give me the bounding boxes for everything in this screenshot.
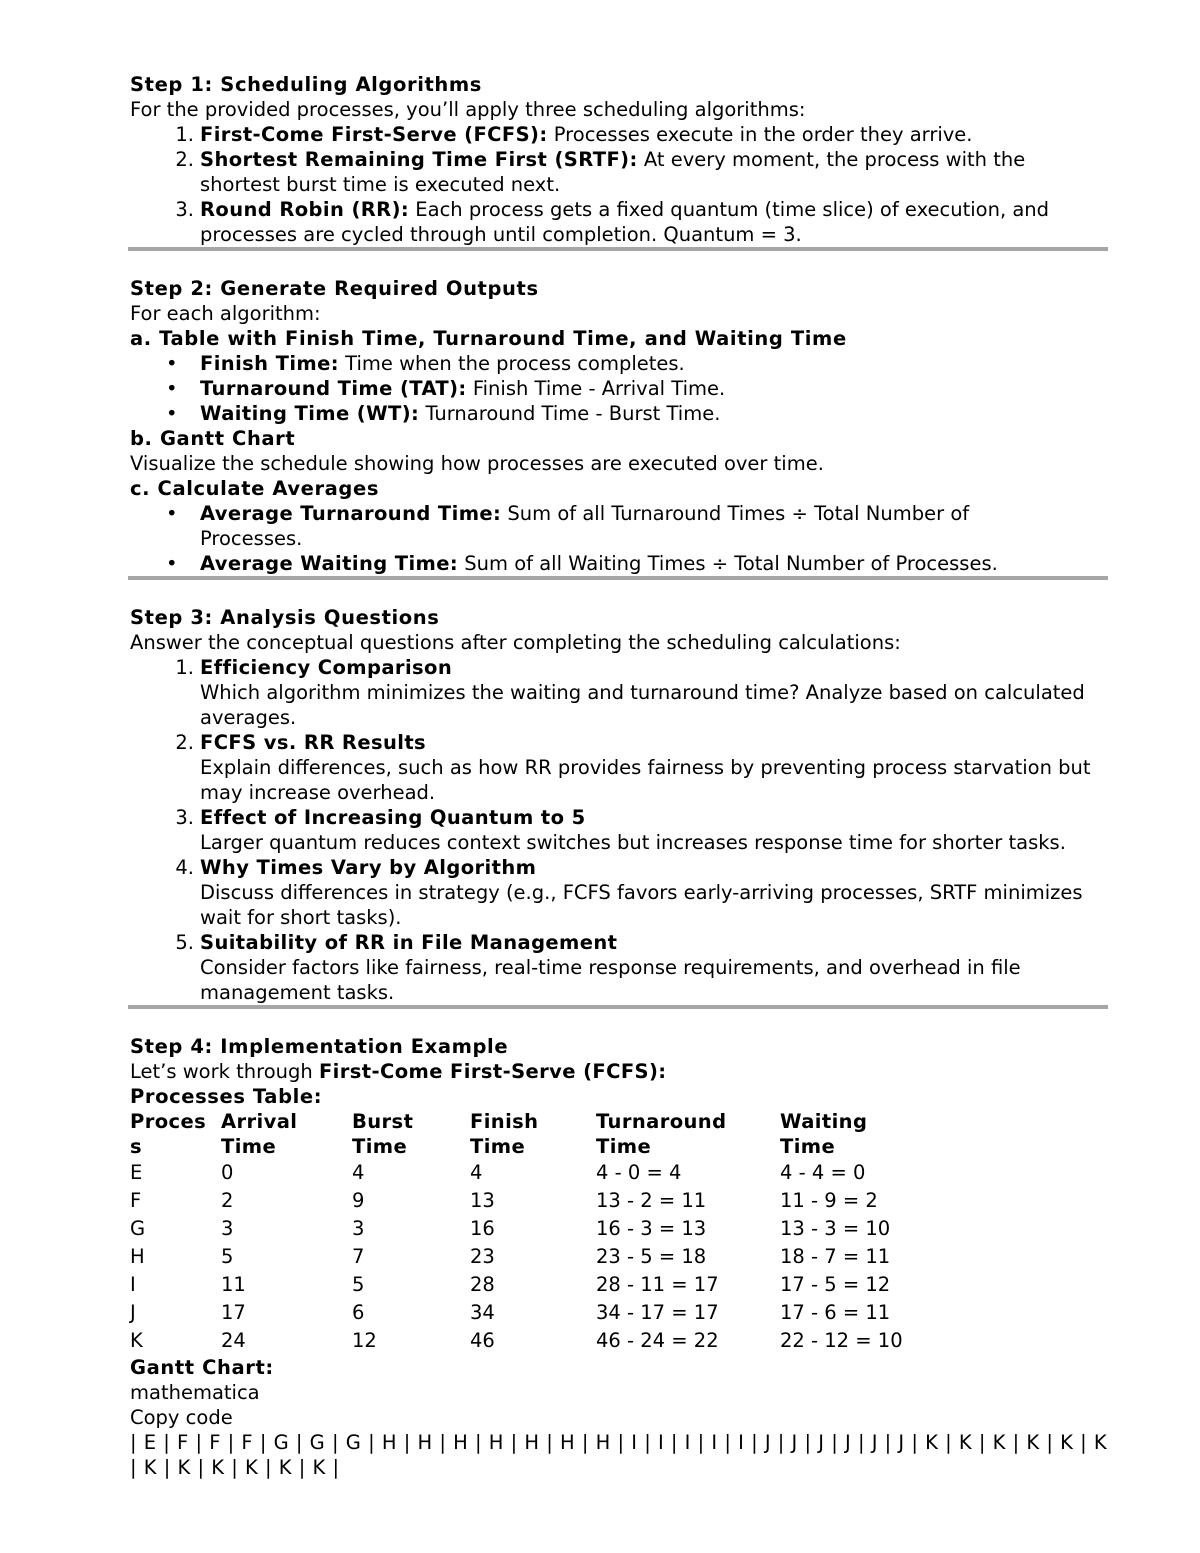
bullet-icon: • — [166, 552, 178, 575]
list-item — [130, 122, 1108, 147]
algorithm-text: At every moment, the process with the shortest burst time is executed next. — [200, 148, 1026, 196]
table-cell: 3 — [352, 1217, 365, 1240]
list-item — [130, 197, 1108, 247]
list-item — [130, 805, 1108, 855]
list-item — [130, 855, 1108, 930]
definition-term: Finish Time: — [200, 352, 339, 375]
step3-intro: Answer the conceptual questions after completing the scheduling calculations: — [130, 631, 901, 654]
average-text: Sum of all Waiting Times ÷ Total Number of Processes. — [458, 552, 998, 575]
bullet-icon: • — [166, 502, 178, 525]
table-row — [130, 1159, 980, 1187]
table-cell: E — [130, 1161, 143, 1184]
list-number: 3. — [175, 198, 194, 221]
list-number: 2. — [175, 148, 194, 171]
table-cell: 34 — [470, 1301, 495, 1324]
table-cell: 22 - 12 = 10 — [780, 1329, 903, 1352]
copy-code-label: Copy code — [130, 1406, 233, 1429]
list-number: 3. — [175, 806, 194, 829]
table-cell: 6 — [352, 1301, 365, 1324]
intro-prefix: Let’s work through — [130, 1060, 319, 1083]
gantt-description: Visualize the schedule showing how processes are executed over time. — [130, 452, 824, 475]
bullet-icon: • — [166, 402, 178, 425]
list-item — [130, 655, 1108, 730]
question-title: Effect of Increasing Quantum to 5 — [200, 806, 586, 829]
algorithm-term: Round Robin (RR): — [200, 198, 410, 221]
table-row — [130, 1271, 980, 1299]
list-item — [130, 401, 1108, 426]
table-cell: 9 — [352, 1189, 365, 1212]
list-number: 4. — [175, 856, 194, 879]
question-text: Discuss differences in strategy (e.g., FCFS favors early-arriving processes, SRTF minimizes wait for short tasks). — [200, 881, 1083, 929]
bullet-icon: • — [166, 352, 178, 375]
list-item — [130, 376, 1108, 401]
intro-algorithm: First-Come First-Serve (FCFS): — [318, 1060, 667, 1083]
table-cell: 24 — [221, 1329, 246, 1352]
table-cell: 12 — [352, 1329, 377, 1352]
questions-list — [130, 655, 1108, 1005]
table-cell: K — [130, 1329, 143, 1352]
column-header: Turnaround Time — [596, 1110, 727, 1158]
table-cell: 17 - 5 = 12 — [780, 1273, 891, 1296]
table-cell: 16 — [470, 1217, 495, 1240]
average-text: Sum of all Turnaround Times ÷ Total Number of Processes. — [200, 502, 970, 550]
gantt-chart-text: | E | F | F | F | G | G | G | H | H | H | H | H | H | H | I | I | I | I | I | J | J | J | J | J | J | K | K | K | K | K | K | K | K | K | K | K | K | — [130, 1431, 1107, 1479]
column-header: Burst Time — [352, 1110, 414, 1158]
question-title: Efficiency Comparison — [200, 656, 453, 679]
step1-heading: Step 1: Scheduling Algorithms — [130, 73, 483, 96]
definition-term: Turnaround Time (TAT): — [200, 377, 467, 400]
algorithm-text: Each process gets a fixed quantum (time slice) of execution, and processes are cycled through until completion. Quantum = 3. — [200, 198, 1050, 246]
table-cell: 7 — [352, 1245, 365, 1268]
list-item — [130, 930, 1108, 1005]
table-cell: 13 - 3 = 10 — [780, 1217, 891, 1240]
table-cell: 4 — [470, 1161, 483, 1184]
question-text: Explain differences, such as how RR provides fairness by preventing process starvation but may increase overhead. — [200, 756, 1091, 804]
list-number: 1. — [175, 123, 194, 146]
table-cell: 28 — [470, 1273, 495, 1296]
question-text: Larger quantum reduces context switches but increases response time for shorter tasks. — [200, 831, 1066, 854]
table-cell: 17 - 6 = 11 — [780, 1301, 891, 1324]
table-cell: 28 - 11 = 17 — [596, 1273, 719, 1296]
gantt-title: Gantt Chart: — [130, 1356, 274, 1379]
list-item — [130, 730, 1108, 805]
question-title: Why Times Vary by Algorithm — [200, 856, 537, 879]
definition-text: Time when the process completes. — [338, 352, 685, 375]
processes-table — [130, 1109, 980, 1355]
subheading-b: b. Gantt Chart — [130, 427, 296, 450]
subheading-a: a. Table with Finish Time, Turnaround Time, and Waiting Time — [130, 327, 847, 350]
table-cell: J — [130, 1301, 136, 1324]
table-cell: F — [130, 1189, 142, 1212]
question-text: Consider factors like fairness, real-time response requirements, and overhead in file management tasks. — [200, 956, 1021, 1004]
subheading-c: c. Calculate Averages — [130, 477, 380, 500]
question-text: Which algorithm minimizes the waiting and turnaround time? Analyze based on calculated averages. — [200, 681, 1085, 729]
table-cell: 18 - 7 = 11 — [780, 1245, 891, 1268]
algorithm-term: First-Come First-Serve (FCFS): — [200, 123, 548, 146]
list-number: 2. — [175, 731, 194, 754]
list-item — [130, 551, 1108, 576]
table-row — [130, 1327, 980, 1355]
table-cell: 23 — [470, 1245, 495, 1268]
table-cell: 5 — [352, 1273, 365, 1296]
table-cell: 46 — [470, 1329, 495, 1352]
step4-heading: Step 4: Implementation Example — [130, 1035, 509, 1058]
table-cell: I — [130, 1273, 136, 1296]
step2-section — [130, 276, 1108, 580]
table-cell: 4 — [352, 1161, 365, 1184]
list-item — [130, 351, 1108, 376]
algorithm-term: Shortest Remaining Time First (SRTF): — [200, 148, 638, 171]
table-row — [130, 1299, 980, 1327]
table-row — [130, 1243, 980, 1271]
table-cell: 13 - 2 = 11 — [596, 1189, 707, 1212]
table-cell: 23 - 5 = 18 — [596, 1245, 707, 1268]
code-language-label: mathematica — [130, 1381, 260, 1404]
algorithm-list — [130, 122, 1108, 247]
table-row — [130, 1187, 980, 1215]
table-cell: 16 - 3 = 13 — [596, 1217, 707, 1240]
step3-heading: Step 3: Analysis Questions — [130, 606, 440, 629]
question-title: Suitability of RR in File Management — [200, 931, 618, 954]
step3-section — [130, 605, 1108, 1009]
document-page — [130, 72, 1108, 1480]
bullet-icon: • — [166, 377, 178, 400]
definition-term: Waiting Time (WT): — [200, 402, 420, 425]
table-cell: 17 — [221, 1301, 246, 1324]
column-header: Proces s — [130, 1110, 207, 1158]
table-cell: 13 — [470, 1189, 495, 1212]
table-cell: 2 — [221, 1189, 234, 1212]
algorithm-text: Processes execute in the order they arrive. — [547, 123, 973, 146]
table-header-row — [130, 1109, 980, 1159]
table-cell: 0 — [221, 1161, 234, 1184]
step1-intro: For the provided processes, you’ll apply three scheduling algorithms: — [130, 98, 806, 121]
table-cell: 46 - 24 = 22 — [596, 1329, 719, 1352]
column-header: Arrival Time — [221, 1110, 298, 1158]
table-cell: 5 — [221, 1245, 234, 1268]
table-row — [130, 1215, 980, 1243]
table-cell: 4 - 0 = 4 — [596, 1161, 682, 1184]
table-cell: G — [130, 1217, 146, 1240]
list-number: 5. — [175, 931, 194, 954]
step4-section — [130, 1034, 1108, 1480]
list-number: 1. — [175, 656, 194, 679]
column-header: Waiting Time — [780, 1110, 868, 1158]
table-cell: 4 - 4 = 0 — [780, 1161, 866, 1184]
step4-intro — [130, 1059, 1108, 1084]
column-header: Finish Time — [470, 1110, 539, 1158]
step2-heading: Step 2: Generate Required Outputs — [130, 277, 539, 300]
question-title: FCFS vs. RR Results — [200, 731, 427, 754]
step1-section — [130, 72, 1108, 251]
averages-list — [130, 501, 1108, 576]
table-cell: H — [130, 1245, 145, 1268]
average-term: Average Waiting Time: — [200, 552, 459, 575]
definitions-list — [130, 351, 1108, 426]
average-term: Average Turnaround Time: — [200, 502, 502, 525]
table-title: Processes Table: — [130, 1085, 323, 1108]
table-cell: 11 - 9 = 2 — [780, 1189, 878, 1212]
definition-text: Turnaround Time - Burst Time. — [419, 402, 721, 425]
definition-text: Finish Time - Arrival Time. — [466, 377, 726, 400]
table-cell: 11 — [221, 1273, 246, 1296]
table-cell: 34 - 17 = 17 — [596, 1301, 719, 1324]
list-item — [130, 147, 1108, 197]
step2-intro: For each algorithm: — [130, 302, 321, 325]
list-item — [130, 501, 1108, 551]
table-cell: 3 — [221, 1217, 234, 1240]
